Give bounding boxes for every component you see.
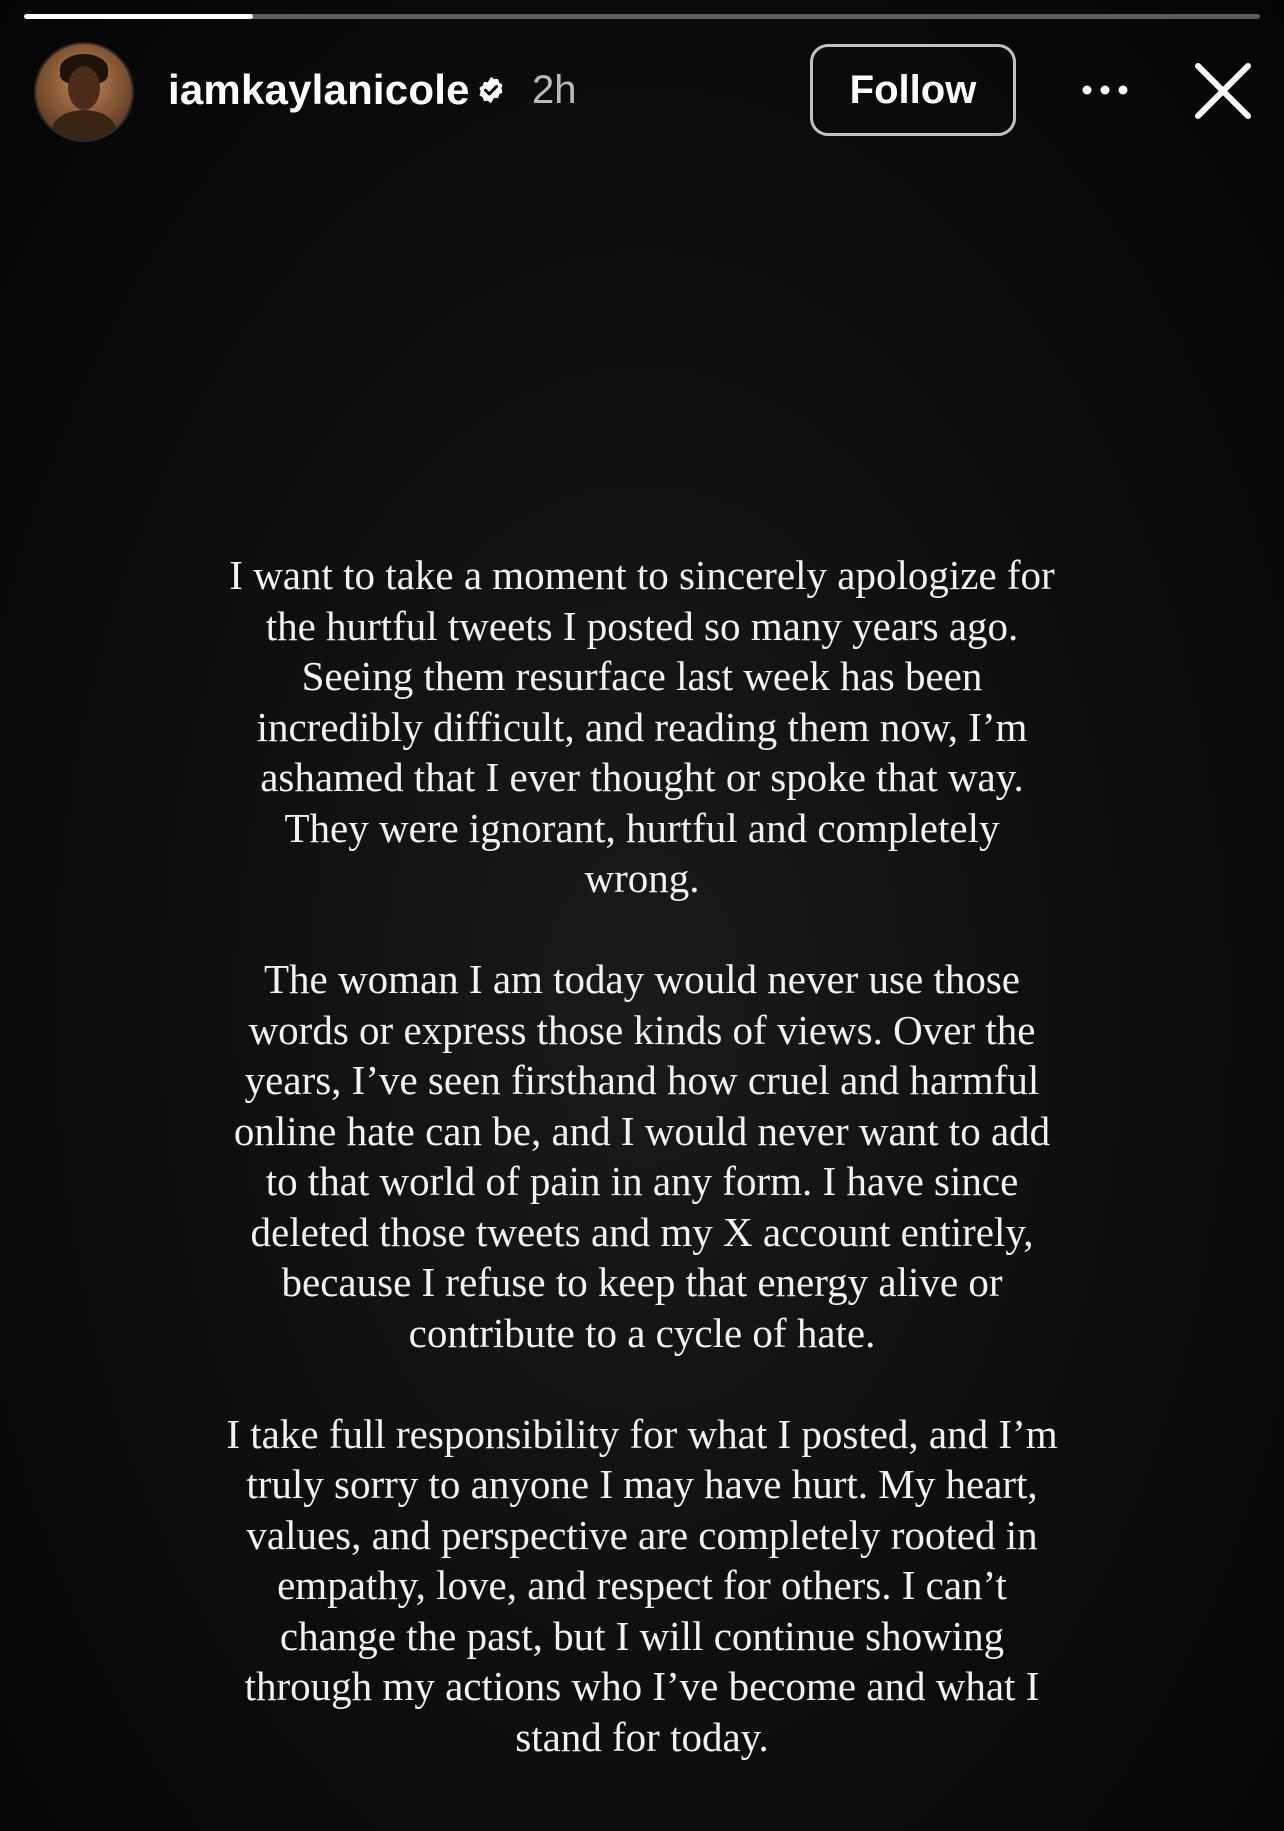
post-timestamp: 2h [532, 68, 577, 112]
text-line: I take full responsibility for what I posted, and I’m [226, 1410, 1058, 1457]
paragraph-today [142, 954, 1142, 1358]
text-line: stand for today. [515, 1713, 769, 1760]
text-line: years, I’ve seen firsthand how cruel and harmful [244, 1057, 1040, 1103]
paragraph-apology [142, 550, 1142, 904]
story-progress-bar [24, 14, 1260, 19]
text-line: values, and perspective are completely rooted in [246, 1511, 1038, 1558]
verified-badge-icon [476, 75, 506, 105]
text-line: words or express those kinds of views. Over the [248, 1006, 1036, 1053]
text-line: contribute to a cycle of hate. [408, 1309, 876, 1356]
text-line: to that world of pain in any form. I have since [265, 1158, 1019, 1204]
text-line: The woman I am today would never use those [263, 956, 1021, 1002]
story-progress-fill [24, 14, 253, 19]
text-line: ashamed that I ever thought or spoke that way. [260, 754, 1024, 800]
text-line: I want to take a moment to sincerely apologize for [229, 552, 1055, 598]
more-options-icon[interactable] [1078, 72, 1132, 108]
story-text [142, 550, 1142, 1762]
text-line: Seeing them resurface last week has been [301, 653, 983, 699]
text-line: wrong. [584, 855, 700, 901]
text-line: They were ignorant, hurtful and completely [284, 804, 1000, 851]
text-line: the hurtful tweets I posted so many years ago. [265, 602, 1019, 649]
text-line: truly sorry to anyone I may have hurt. My heart, [246, 1461, 1038, 1507]
username[interactable]: iamkaylanicole [168, 66, 470, 113]
text-line: online hate can be, and I would never want to add [233, 1107, 1051, 1154]
story-header [0, 42, 1284, 142]
avatar[interactable] [36, 44, 132, 140]
avatar-shoulders [52, 110, 116, 140]
follow-button[interactable]: Follow [810, 44, 1016, 136]
text-line: deleted those tweets and my X account entirely, [250, 1208, 1034, 1255]
text-line: empathy, love, and respect for others. I can’t [277, 1562, 1007, 1608]
text-line: change the past, but I will continue showing [279, 1612, 1005, 1659]
close-icon[interactable] [1192, 60, 1254, 122]
avatar-face [68, 66, 100, 110]
text-line: through my actions who I’ve become and what I [244, 1663, 1040, 1709]
text-line: because I refuse to keep that energy alive or [281, 1259, 1003, 1305]
text-line: incredibly difficult, and reading them now, I’m [256, 703, 1028, 750]
paragraph-responsibility [142, 1409, 1142, 1763]
